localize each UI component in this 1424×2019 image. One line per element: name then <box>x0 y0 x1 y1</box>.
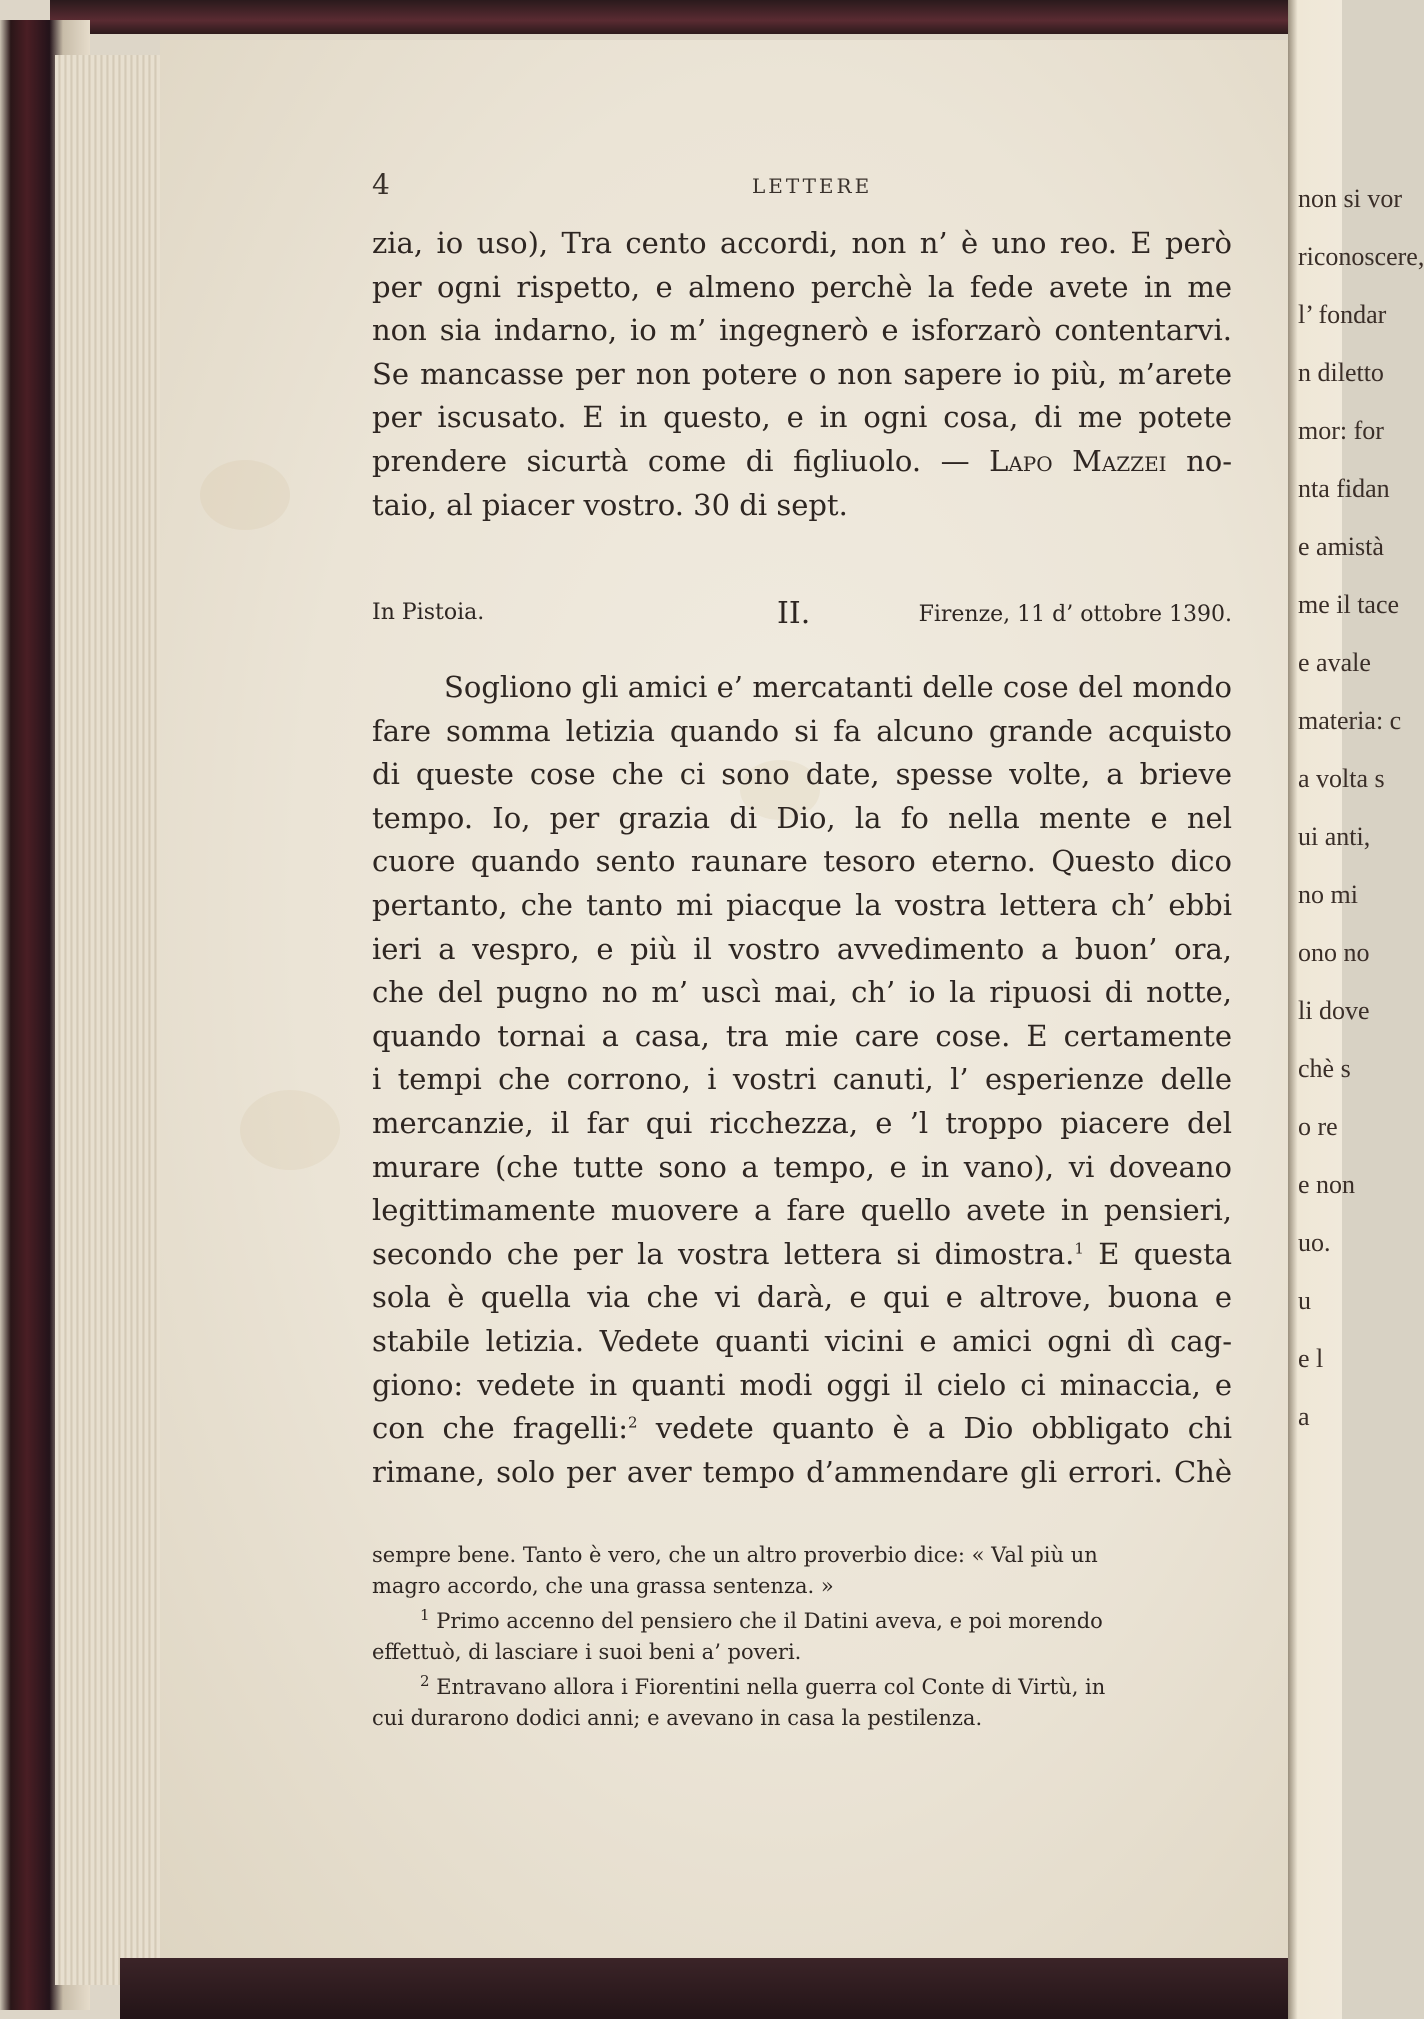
text-segment: prendere sicurtà come di figliuolo. — <box>372 443 990 478</box>
text-line: legittimamente muovere a fare quello avete in pensieri, <box>372 1193 1232 1228</box>
text-segment: E questa <box>1083 1236 1232 1271</box>
facing-page-text <box>1298 170 1424 1446</box>
footnote-continued <box>372 1540 1232 1602</box>
running-title: LETTERE <box>752 174 873 198</box>
footnote-line: magro accordo, che una grassa sentenza. » <box>372 1574 834 1598</box>
text-line: mercanzie, il far qui ricchezza, e ’l troppo piacere del <box>372 1105 1232 1140</box>
text-line: per ogni rispetto, e almeno perchè la fede avete in me <box>372 269 1232 304</box>
page-edges <box>55 55 175 1985</box>
footnote-line: sempre bene. Tanto è vero, che un altro proverbio dice: « Val più un <box>372 1543 1098 1567</box>
facing-fragment: e amistà <box>1298 532 1384 561</box>
letter-number: II. <box>777 596 811 631</box>
facing-fragment: chè s <box>1298 1054 1351 1083</box>
facing-fragment: materia: c <box>1298 706 1402 735</box>
text-line: taio, al piacer vostro. 30 di sept. <box>372 487 848 522</box>
letter-place: In Pistoia. <box>372 600 485 625</box>
letter-2-body <box>372 666 1232 1494</box>
facing-fragment: n diletto <box>1298 358 1384 387</box>
text-line: di queste cose che ci sono date, spesse volte, a brieve <box>372 757 1232 792</box>
footnote-marker: 1 <box>420 1606 430 1624</box>
text-segment: Entravano allora i Fiorentini nella guerra col Conte di Virtù, in <box>429 1675 1106 1699</box>
facing-fragment: e l <box>1298 1344 1324 1373</box>
facing-fragment: nta fidan <box>1298 474 1390 503</box>
footnote-2 <box>372 1672 1232 1734</box>
text-line: murare (che tutte sono a tempo, e in vano), vi doveano <box>372 1149 1232 1184</box>
page-number: 4 <box>372 168 390 201</box>
text-segment: no- <box>1166 443 1233 478</box>
facing-fragment: non si vor <box>1298 184 1402 213</box>
text-line <box>372 440 1232 484</box>
text-segment: con che fragelli: <box>372 1411 629 1446</box>
book-cover-top <box>50 0 1290 34</box>
text-line: rimane, solo per aver tempo d’ammendare gli errori. Chè <box>372 1454 1232 1489</box>
footnote-1 <box>372 1606 1232 1668</box>
facing-fragment: e non <box>1298 1170 1356 1199</box>
facing-fragment: mor: for <box>1298 416 1384 445</box>
text-line: ieri a vespro, e più il vostro avvedimento a buon’ ora, <box>372 931 1232 966</box>
text-line <box>372 1233 1232 1277</box>
letter-header <box>372 596 1232 636</box>
paper-stain <box>200 460 290 530</box>
facing-fragment: l’ fondar <box>1298 300 1387 329</box>
facing-fragment: o re <box>1298 1112 1338 1141</box>
text-line: stabile letizia. Vedete quanti vicini e amici ogni dì cag- <box>372 1323 1232 1358</box>
text-line: tempo. Io, per grazia di Dio, la fo nella mente e nel <box>372 800 1232 835</box>
text-line: fare somma letizia quando si fa alcuno grande acquisto <box>372 713 1232 748</box>
letter-date: Firenze, 11 d’ ottobre 1390. <box>918 602 1232 627</box>
footnote-line <box>372 1672 1232 1703</box>
footnote-line <box>372 1606 1232 1637</box>
paper-stain <box>240 1090 340 1170</box>
facing-fragment: u <box>1298 1286 1311 1315</box>
text-line: sola è quella via che vi darà, e qui e altrove, buona e <box>372 1280 1232 1315</box>
facing-fragment: no mi <box>1298 880 1358 909</box>
text-segment: secondo che per la vostra lettera si dimostra. <box>372 1236 1075 1271</box>
text-line: i tempi che corrono, i vostri canuti, l’ esperienze delle <box>372 1062 1232 1097</box>
facing-fragment: ono no <box>1298 938 1370 967</box>
text-line: pertanto, che tanto mi piacque la vostra lettera ch’ ebbi <box>372 887 1232 922</box>
signature: Lapo Mazzei <box>989 443 1167 478</box>
facing-fragment: riconoscere, <box>1298 242 1424 271</box>
facing-fragment: li dove <box>1298 996 1370 1025</box>
footnotes <box>372 1540 1232 1738</box>
text-line: cuore quando sento raunare tesoro eterno. Questo dico <box>372 844 1232 879</box>
footnote-marker: 2 <box>420 1672 430 1690</box>
facing-fragment: me il tace <box>1298 590 1400 619</box>
footnote-line: cui durarono dodici anni; e avevano in casa la pestilenza. <box>372 1706 983 1730</box>
book-cover-bottom <box>120 1958 1320 2019</box>
footnote-ref-1[interactable]: 1 <box>1074 1239 1084 1258</box>
text-line: zia, io uso), Tra cento accordi, non n’ è uno reo. E però <box>372 226 1232 260</box>
text-line: che del pugno no m’ uscì mai, ch’ io la ripuosi di notte, <box>372 975 1232 1010</box>
text-segment: Primo accenno del pensiero che il Datini aveva, e poi morendo <box>429 1609 1103 1633</box>
letter-1-closing-paragraph <box>372 222 1232 527</box>
facing-fragment: a <box>1298 1402 1310 1431</box>
text-line: non sia indarno, io m’ ingegnerò e isforzarò contentarvi. <box>372 313 1232 348</box>
facing-fragment: ui anti, <box>1298 822 1371 851</box>
facing-fragment: e avale <box>1298 648 1371 677</box>
facing-fragment: a volta s <box>1298 764 1385 793</box>
footnote-ref-2[interactable]: 2 <box>628 1413 638 1432</box>
running-head <box>372 168 1242 208</box>
text-line: giono: vedete in quanti modi oggi il cielo ci minaccia, e <box>372 1367 1232 1402</box>
text-line: Se mancasse per non potere o non sapere io più, m’arete <box>372 356 1232 391</box>
text-line <box>372 1407 1232 1451</box>
footnote-line: effettuò, di lasciare i suoi beni a’ poveri. <box>372 1640 802 1664</box>
facing-page-edge <box>1288 0 1424 2019</box>
facing-fragment: uo. <box>1298 1228 1331 1257</box>
text-line: per iscusato. E in questo, e in ogni cosa, di me potete <box>372 400 1232 435</box>
text-line: Sogliono gli amici e’ mercatanti delle cose del mondo <box>444 670 1232 704</box>
text-line: quando tornai a casa, tra mie care cose. E certamente <box>372 1018 1232 1053</box>
text-segment: vedete quanto è a Dio obbligato chi <box>637 1411 1232 1446</box>
